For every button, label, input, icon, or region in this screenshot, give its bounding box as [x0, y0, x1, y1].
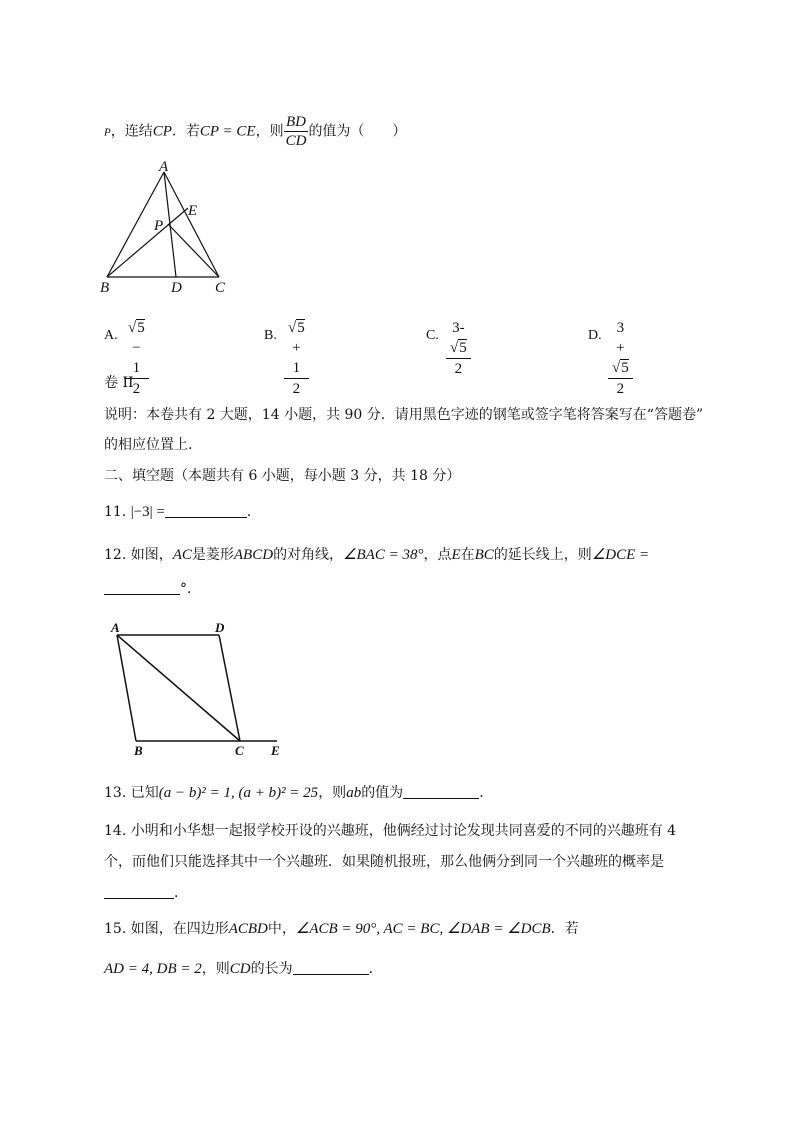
answer-blank-12[interactable] [104, 593, 180, 595]
answer-blank-15[interactable] [293, 973, 369, 975]
q14-line1: 14. 小明和小华想一起报学校开设的兴趣班，他俩经过讨论发现共同喜爱的不同的兴趣班有 4 [104, 823, 677, 839]
answer-blank-14[interactable] [104, 897, 174, 899]
answer-blank-11[interactable] [165, 516, 247, 518]
triangle-figure [95, 160, 245, 300]
point-p-label: P [104, 126, 111, 139]
label-a: A [159, 160, 169, 175]
side-ab [117, 635, 136, 741]
label-c: C [215, 280, 226, 296]
q15-line1: 15. 如图，在四边形ACBD中，∠ACB = 90°, AC = BC, ∠DAB = ∠DCB．若 [104, 921, 579, 937]
segment-be [107, 208, 188, 277]
q12-line2: °． [104, 578, 201, 598]
note-line-2: 的相应位置上． [104, 437, 202, 453]
label-c: C [235, 743, 244, 758]
label-b: B [134, 743, 143, 758]
q15-line2: AD = 4, DB = 2，则CD的长为 ． [104, 961, 383, 977]
answer-blank-13[interactable] [403, 797, 479, 799]
label-d: D [215, 620, 225, 635]
q12-line1: 12. 如图，AC是菱形ABCD的对角线，∠BAC = 38°，点E在BC的延长线上，则∠DCE = [104, 547, 650, 563]
label-e: E [271, 743, 280, 758]
q13: 13. 已知(a − b)² = 1, (a + b)² = 25，则ab的值为 ． [104, 785, 494, 801]
section-2-title: 二、填空题（本题共有 6 小题，每小题 3 分，共 18 分） [104, 468, 461, 484]
label-b: B [100, 280, 110, 296]
q10-stem: P，连结CP．若CP = CE，则 $\frac{BD}{CD}$ 的值为（ ） [104, 114, 407, 149]
bd-over-cd-fraction: $\frac{BD}{CD}$ [285, 114, 307, 149]
q14-line2: 个，而他们只能选择其中一个兴趣班．如果随机报班，那么他俩分到同一个兴趣班的概率是 [104, 854, 664, 870]
section-juan-ii: 卷 II [104, 375, 134, 391]
segment-ad [164, 172, 176, 277]
label-d: D [171, 280, 182, 296]
note-line-1: 说明：本卷共有 2 大题，14 小题，共 90 分．请用黑色字迹的钢笔或签字笔将答案写在“答题卷” [104, 407, 704, 423]
label-e: E [188, 203, 198, 219]
q14-line3: ． [104, 882, 188, 902]
rhombus-figure [104, 614, 294, 759]
q11: 11. |−3| = ． [104, 504, 261, 520]
label-a: A [111, 620, 120, 635]
label-p: P [154, 218, 164, 234]
side-ac [164, 172, 219, 277]
